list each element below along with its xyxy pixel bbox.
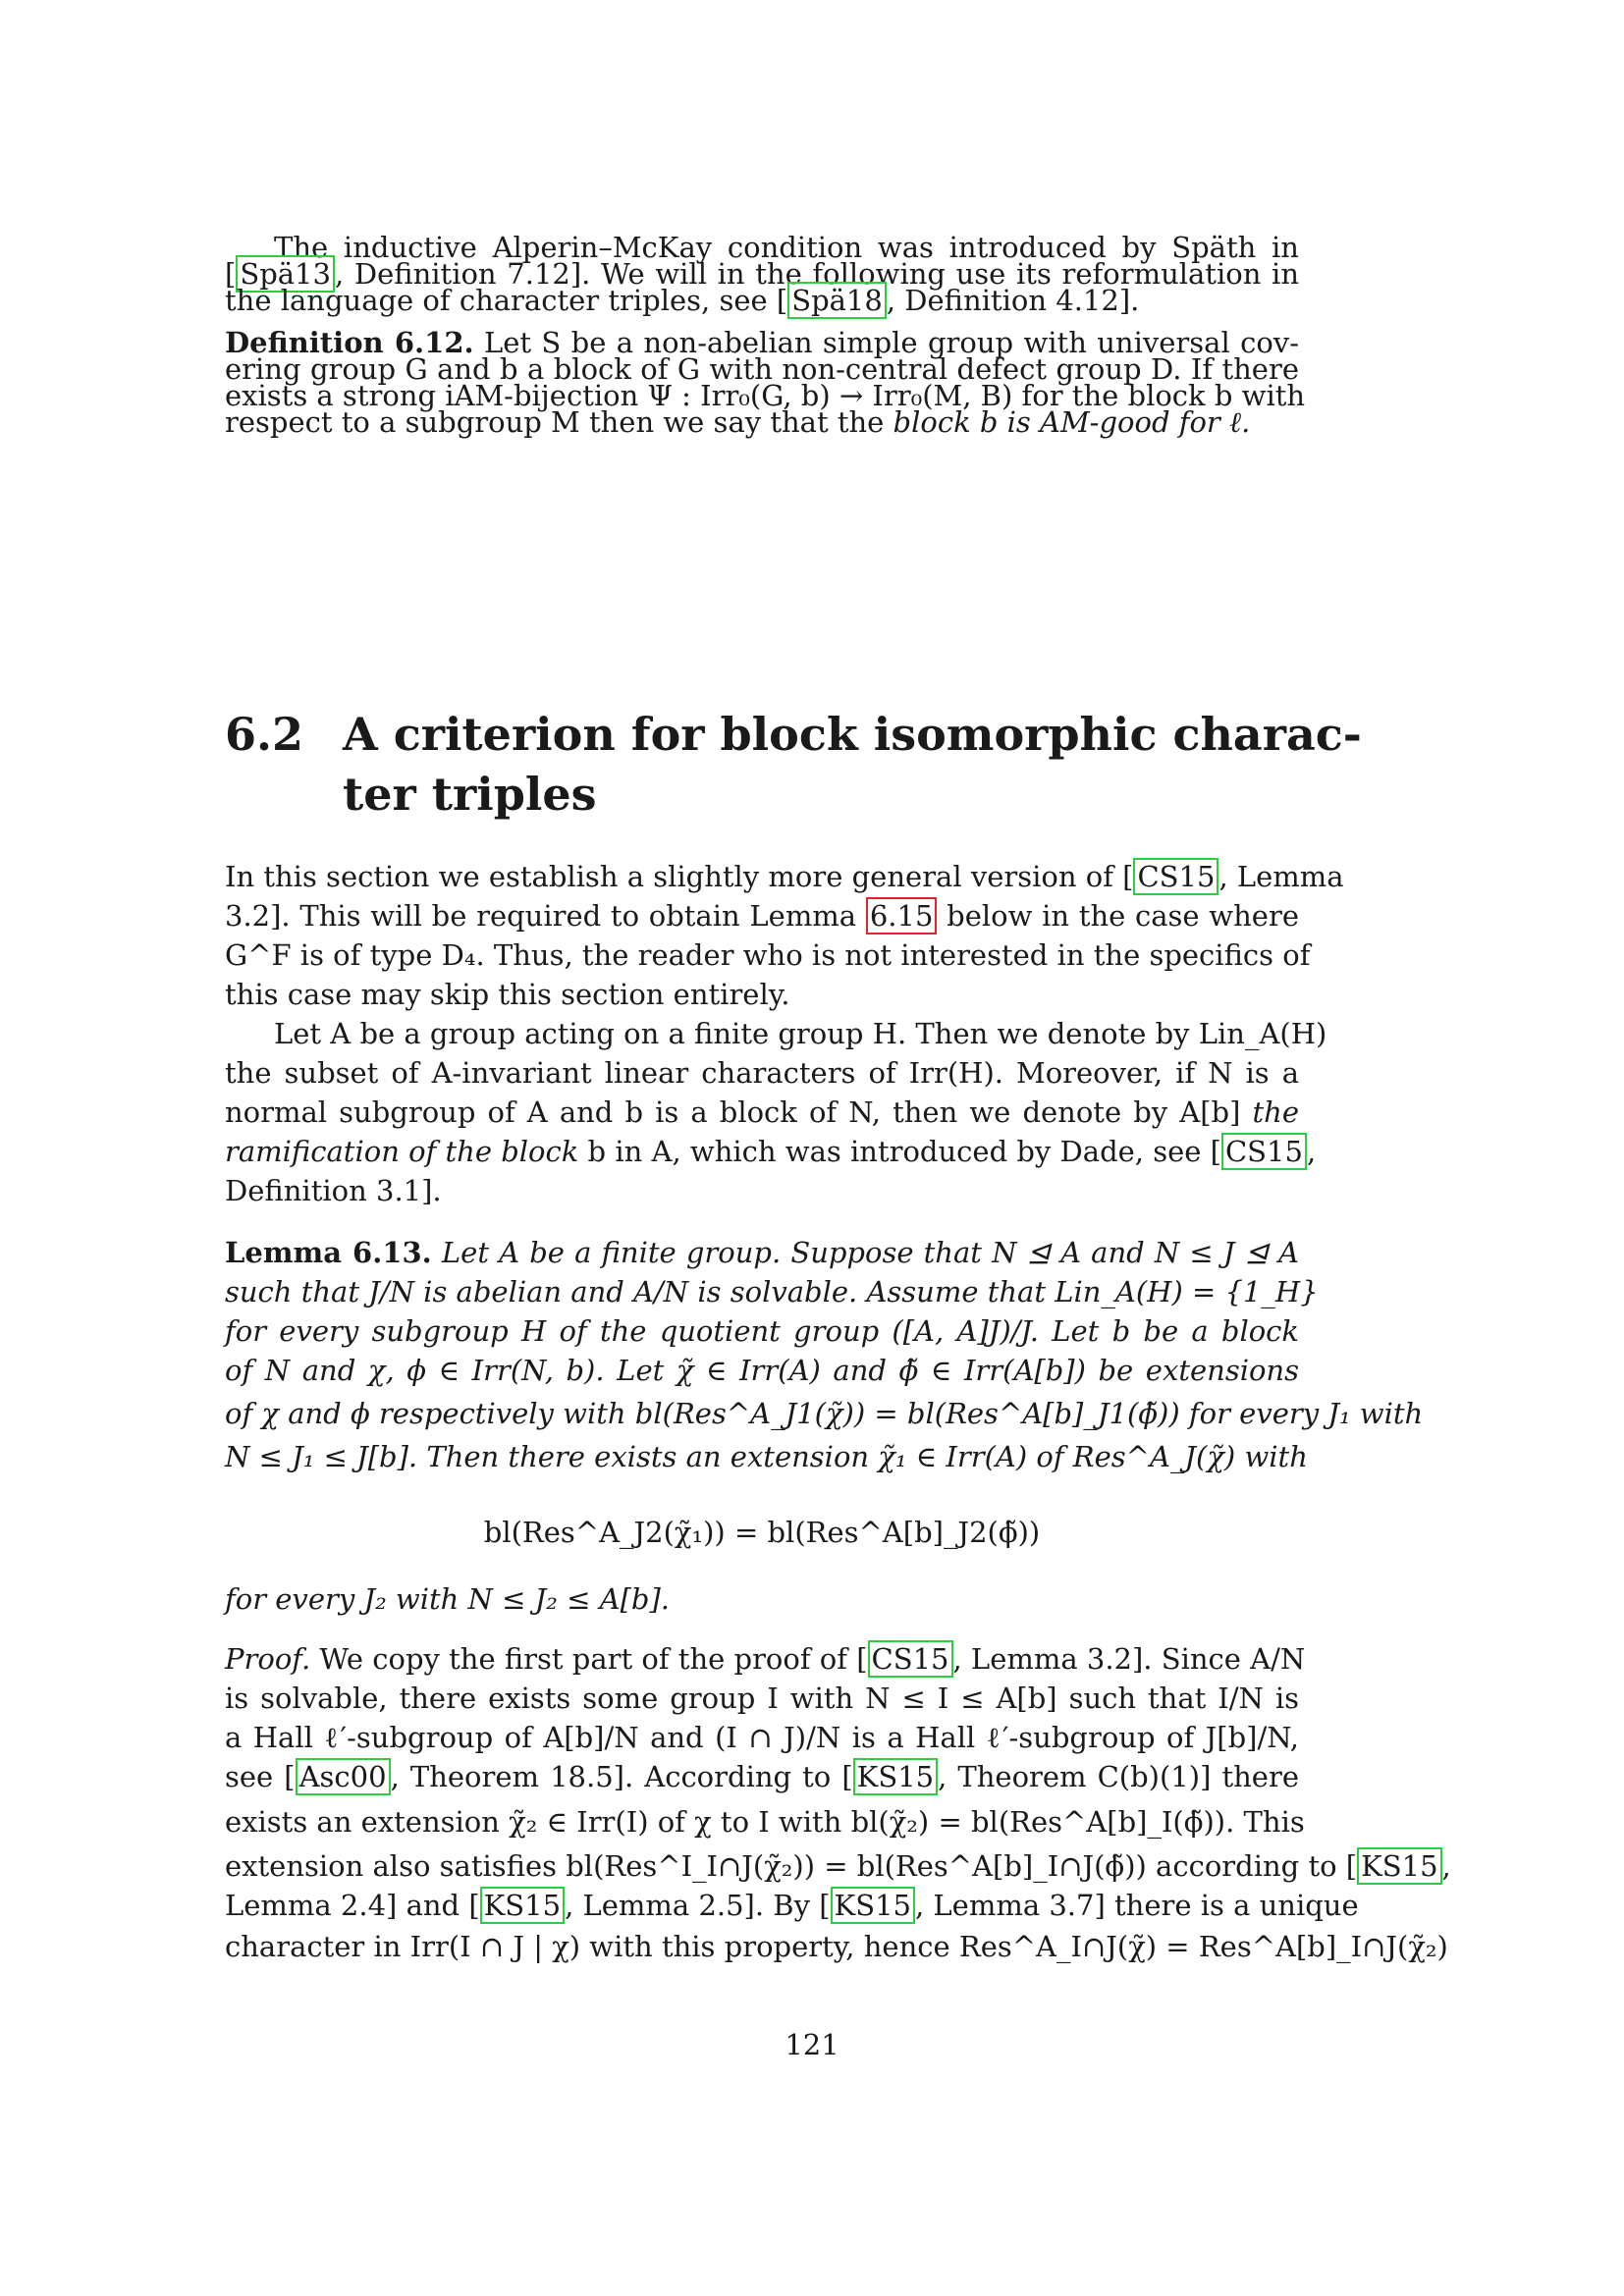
definition-label: Definition 6.12. <box>225 326 474 359</box>
definition-line-4: respect to a subgroup M then we say that the block b is AM-good for ℓ. <box>225 405 1251 439</box>
proof-line-2: is solvable, there exists some group I with N ≤ I ≤ A[b] such that I/N is <box>225 1682 1299 1715</box>
citation-link[interactable]: KS15 <box>480 1887 565 1924</box>
para2-line-4: ramification of the block b in A, which was introduced by Dade, see [ CS15 , <box>225 1135 1317 1168</box>
proof-line-1: Proof. We copy the first part of the proof of [ CS15 , Lemma 3.2]. Since A/N <box>225 1642 1306 1676</box>
intro-line-3: the language of character triples, see [ Spä18 , Definition 4.12]. <box>225 284 1140 317</box>
citation-link[interactable]: Spä18 <box>787 282 887 319</box>
lemma-reference-link[interactable]: 6.15 <box>866 897 938 934</box>
lemma-line-6: N ≤ J₁ ≤ J[b]. Then there exists an extension χ̃₁ ∈ Irr(A) of Res^A_J(χ̃) with <box>225 1440 1308 1473</box>
page-number: 121 <box>785 2028 839 2061</box>
section-title-line-2: ter triples <box>343 768 597 821</box>
lemma-line-4: of N and χ, ϕ ∈ Irr(N, b). Let χ̃ ∈ Irr(A) and ϕ̃ ∈ Irr(A[b]) be extensions <box>225 1354 1299 1387</box>
citation-link[interactable]: CS15 <box>1221 1133 1307 1170</box>
proof-line-8: character in Irr(I ∩ J | χ) with this property, hence Res^A_I∩J(χ̃) = Res^A[b]_I∩J(χ̃₂) <box>225 1930 1448 1963</box>
section-number: 6.2 <box>225 708 304 761</box>
intro-line-2: [ Spä13 , Definition 7.12]. We will in the following use its reformulation in <box>225 257 1299 291</box>
citation-link[interactable]: KS15 <box>853 1758 938 1795</box>
lemma-line-2: such that J/N is abelian and A/N is solvable. Assume that Lin_A(H) = {1_H} <box>225 1275 1319 1308</box>
lemma-display-equation: bl(Res^A_J2(χ̃₁)) = bl(Res^A[b]_J2(ϕ̃)) <box>483 1516 1041 1549</box>
para2-line-5: Definition 3.1]. <box>225 1174 442 1207</box>
lemma-label: Lemma 6.13. <box>225 1236 432 1269</box>
para1-line-4: this case may skip this section entirely. <box>225 978 790 1011</box>
lemma-line-5: of χ and ϕ respectively with bl(Res^A_J1(χ̃)) = bl(Res^A[b]_J1(ϕ̃)) for every J₁ with <box>225 1397 1424 1430</box>
definition-line-3: exists a strong iAM-bijection Ψ : Irr₀(G, b) → Irr₀(M, B) for the block b with <box>225 379 1306 412</box>
citation-link[interactable]: KS15 <box>1357 1847 1441 1885</box>
para2-line-3: normal subgroup of A and b is a block of N, then we denote by A[b] the <box>225 1095 1299 1129</box>
proof-label: Proof. <box>225 1642 311 1676</box>
citation-link[interactable]: Spä13 <box>236 255 335 293</box>
para2-line-1: Let A be a group acting on a finite group H. Then we denote by Lin_A(H) <box>274 1017 1327 1050</box>
citation-link[interactable]: CS15 <box>868 1640 953 1678</box>
para1-line-1: In this section we establish a slightly more general version of [ CS15 , Lemma <box>225 860 1344 893</box>
definition-line-1: Definition 6.12. Let S be a non-abelian simple group with universal cov- <box>225 326 1299 359</box>
lemma-line-3: for every subgroup H of the quotient group ([A, A]J)/J. Let b be a block <box>225 1314 1299 1348</box>
intro-line-1: The inductive Alperin–McKay condition was introduced by Späth in <box>274 231 1299 264</box>
para2-line-2: the subset of A-invariant linear characters of Irr(H). Moreover, if N is a <box>225 1056 1299 1090</box>
proof-line-4: see [ Asc00 , Theorem 18.5]. According to [ KS15 , Theorem C(b)(1)] there <box>225 1760 1299 1793</box>
definition-line-2: ering group G and b a block of G with non-central defect group D. If there <box>225 352 1299 386</box>
proof-line-7: Lemma 2.4] and [ KS15 , Lemma 2.5]. By [ KS15 , Lemma 3.7] there is a unique <box>225 1889 1359 1922</box>
section-title-line-1: A criterion for block isomorphic charac- <box>343 708 1362 761</box>
para1-line-3: G^F is of type D₄. Thus, the reader who is not interested in the specifics of <box>225 938 1311 972</box>
citation-link[interactable]: Asc00 <box>296 1758 391 1795</box>
para1-line-2: 3.2]. This will be required to obtain Lemma 6.15 below in the case where <box>225 899 1299 933</box>
lemma-line-1: Lemma 6.13. Let A be a finite group. Suppose that N ⊴ A and N ≤ J ⊴ A <box>225 1236 1299 1269</box>
citation-link[interactable]: CS15 <box>1133 858 1218 895</box>
proof-line-3: a Hall ℓ′-subgroup of A[b]/N and (I ∩ J)/N is a Hall ℓ′-subgroup of J[b]/N, <box>225 1721 1299 1754</box>
proof-line-6: extension also satisfies bl(Res^I_I∩J(χ̃₂)) = bl(Res^A[b]_I∩J(ϕ̃)) according to [ KS15 , <box>225 1849 1451 1883</box>
proof-line-5: exists an extension χ̃₂ ∈ Irr(I) of χ to I with bl(χ̃₂) = bl(Res^A[b]_I(ϕ̃)). This <box>225 1805 1305 1839</box>
lemma-line-7: for every J₂ with N ≤ J₂ ≤ A[b]. <box>225 1582 671 1616</box>
citation-link[interactable]: KS15 <box>831 1887 915 1924</box>
